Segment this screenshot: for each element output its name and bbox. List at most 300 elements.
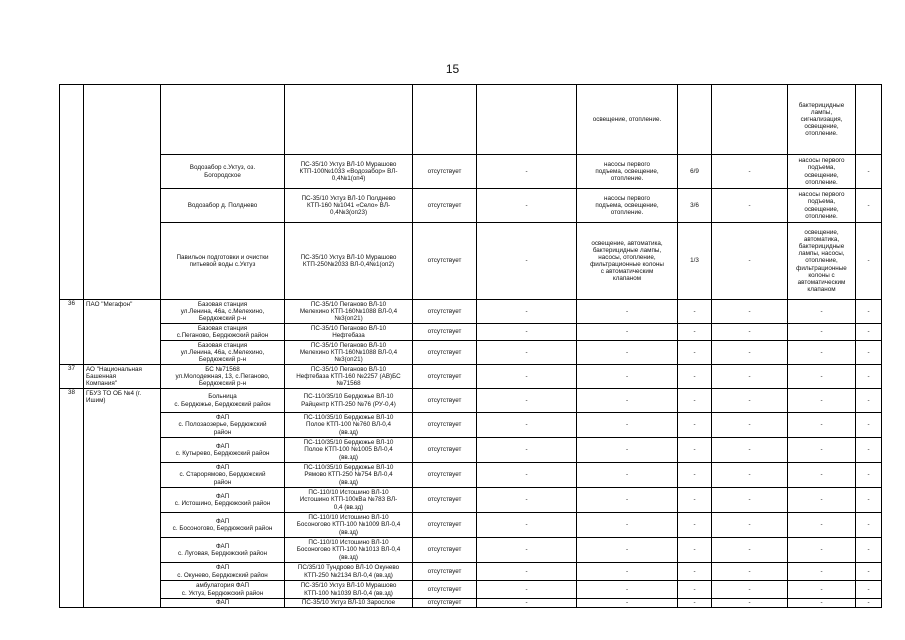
backup-equipment-cell: [788, 538, 856, 563]
cell-text: -: [820, 446, 823, 454]
equipment-cell: [577, 341, 678, 365]
category-cell: [678, 85, 712, 155]
organization-cell: [84, 300, 161, 365]
cell-text: 38: [67, 389, 75, 396]
table-row: [60, 223, 882, 300]
cell-text: -: [525, 257, 528, 265]
cell-text: -: [867, 471, 870, 479]
col9-cell: [712, 300, 788, 324]
object-cell: [161, 513, 285, 538]
cell-text: Павильон подготовки и очистки питьевой воды с.Уктуз: [176, 253, 269, 268]
category-cell: [678, 189, 712, 223]
col11-cell: [856, 488, 882, 513]
category-cell: [678, 324, 712, 341]
backup-equipment-cell: [788, 581, 856, 599]
cell-text: отсутствует: [427, 328, 462, 336]
power-source-cell: [285, 438, 413, 463]
equipment-cell: [577, 85, 678, 155]
power-source-cell: [285, 513, 413, 538]
cell-text: Базовая станция ул.Ленина, 46а, с.Мелехино, Бердюжский р-н: [180, 341, 265, 364]
cell-text: отсутствует: [427, 521, 462, 529]
category-cell: [678, 300, 712, 324]
cell-text: -: [867, 421, 870, 429]
equipment-cell: [577, 189, 678, 223]
category-cell: [678, 389, 712, 413]
table-row: [60, 413, 882, 438]
col9-cell: [712, 488, 788, 513]
col9-cell: [712, 463, 788, 488]
col9-cell: [712, 365, 788, 389]
cell-text: отсутствует: [427, 307, 462, 315]
cell-text: ПС-110/10 Истошино ВЛ-10 Босоногово КТП-100 №1009 ВЛ-0,4 (вв.зд): [296, 514, 401, 536]
equipment-cell: [577, 463, 678, 488]
backup-source-cell: [413, 513, 477, 538]
cell-text: -: [693, 546, 696, 554]
cell-text: -: [748, 348, 751, 356]
table-row: [60, 85, 882, 155]
cell-text: ПС-110/35/10 Бердюжье ВЛ-10 Полое КТП-100 №760 ВЛ-0,4 (вв.зд): [303, 414, 394, 436]
cell-text: -: [748, 521, 751, 529]
object-cell: [161, 223, 285, 300]
row-number-cell: [60, 389, 84, 608]
cell-text: ФАП с. Истошино, Бердюжский район: [174, 492, 271, 507]
cell-text: -: [748, 421, 751, 429]
cell-text: -: [525, 546, 528, 554]
cell-text: отсутствует: [427, 396, 462, 404]
cell-text: -: [867, 167, 870, 175]
col9-cell: [712, 538, 788, 563]
equipment-cell: [577, 155, 678, 189]
cell-text: -: [525, 307, 528, 315]
cell-text: -: [867, 585, 870, 593]
backup-source-cell: [413, 488, 477, 513]
object-cell: [161, 413, 285, 438]
object-cell: [161, 155, 285, 189]
cell-text: -: [748, 167, 751, 175]
col9-cell: [712, 223, 788, 300]
cell-text: -: [820, 307, 823, 315]
backup-source-cell: [413, 223, 477, 300]
backup-equipment-cell: [788, 341, 856, 365]
col9-cell: [712, 581, 788, 599]
cell-text: ПС-35/10 Уктуз ВЛ-10 Зарослое: [301, 599, 396, 607]
col9-cell: [712, 389, 788, 413]
cell-text: -: [625, 496, 629, 504]
col9-cell: [712, 189, 788, 223]
cell-text: -: [748, 201, 751, 209]
cell-text: -: [867, 396, 870, 404]
row-number-cell: [60, 365, 84, 389]
power-source-cell: [285, 341, 413, 365]
col6-cell: [477, 581, 577, 599]
cell-text: АО "Национальная Башенная Компания": [86, 366, 142, 388]
cell-text: -: [820, 567, 823, 575]
col9-cell: [712, 85, 788, 155]
category-cell: [678, 341, 712, 365]
backup-equipment-cell: [788, 413, 856, 438]
object-cell: [161, 438, 285, 463]
cell-text: -: [525, 372, 528, 380]
equipment-cell: [577, 563, 678, 581]
cell-text: -: [867, 521, 870, 529]
equipment-cell: [577, 513, 678, 538]
power-source-cell: [285, 581, 413, 599]
object-cell: [161, 300, 285, 324]
organization-cell: [84, 389, 161, 608]
object-cell: [161, 599, 285, 608]
backup-equipment-cell: [788, 389, 856, 413]
cell-text: ПС-110/35/10 Бердюжье ВЛ-10 Полое КТП-100 №1005 ВЛ-0,4 (вв.зд): [303, 439, 394, 461]
cell-text: -: [625, 471, 629, 479]
table-row: [60, 581, 882, 599]
power-source-cell: [285, 365, 413, 389]
cell-text: отсутствует: [427, 372, 462, 380]
cell-text: -: [525, 421, 528, 429]
cell-text: -: [820, 496, 823, 504]
col6-cell: [477, 223, 577, 300]
cell-text: отсутствует: [427, 599, 462, 607]
cell-text: ФАП с. Старорямово, Бердюжский район: [179, 464, 266, 486]
cell-text: ФАП с. Полозаозерье, Бердюжский район: [178, 414, 267, 436]
cell-text: ПС-110/35/10 Бердюжье ВЛ-10 Рямово КТП-250 №754 ВЛ-0,4 (вв.зд): [303, 464, 394, 486]
cell-text: насосы первого подъема, освещение, отопление.: [798, 191, 845, 220]
backup-equipment-cell: [788, 463, 856, 488]
cell-text: насосы первого подъема, освещение, отопление.: [595, 194, 659, 217]
col11-cell: [856, 389, 882, 413]
power-source-cell: [285, 563, 413, 581]
cell-text: -: [748, 257, 751, 265]
object-cell: [161, 488, 285, 513]
cell-text: -: [525, 348, 528, 356]
table-row: [60, 438, 882, 463]
backup-source-cell: [413, 341, 477, 365]
table-row: [60, 389, 882, 413]
cell-text: ГБУЗ ТО ОБ №4 (г. Ишим): [86, 390, 142, 405]
cell-text: ПС-35/10 Пеганово ВЛ-10 Мелехино КТП-160№1088 ВЛ-0,4 №3(оп21): [299, 300, 398, 323]
backup-source-cell: [413, 300, 477, 324]
col11-cell: [856, 189, 882, 223]
col9-cell: [712, 155, 788, 189]
equipment-cell: [577, 324, 678, 341]
category-cell: [678, 463, 712, 488]
cell-text: отсутствует: [427, 567, 462, 575]
object-cell: [161, 581, 285, 599]
row-number-cell: [60, 85, 84, 300]
object-cell: [161, 341, 285, 365]
backup-source-cell: [413, 85, 477, 155]
category-cell: [678, 513, 712, 538]
cell-text: ФАП с. Босоногово, Бердюжский район: [172, 517, 273, 532]
cell-text: -: [820, 372, 823, 380]
col11-cell: [856, 513, 882, 538]
cell-text: ПС-35/10 Пеганово ВЛ-10 Мелехино КТП-160№1088 ВЛ-0,4 №3(оп21): [299, 341, 398, 364]
col6-cell: [477, 488, 577, 513]
cell-text: -: [625, 546, 629, 554]
cell-text: отсутствует: [427, 167, 462, 175]
cell-text: -: [625, 446, 629, 454]
cell-text: ПС-35/10 Пеганово ВЛ-10 Нефтебаза КТП-160 №2257 (АВ)БС №71568: [296, 365, 401, 388]
equipment-cell: [577, 488, 678, 513]
cell-text: 1/3: [690, 257, 699, 265]
table-row: [60, 488, 882, 513]
cell-text: -: [693, 567, 696, 575]
cell-text: 36: [67, 300, 75, 307]
cell-text: -: [525, 446, 528, 454]
cell-text: ПС-110/10 Истошино ВЛ-10 Босоногово КТП-100 №1013 ВЛ-0,4 (вв.зд): [296, 539, 401, 561]
col11-cell: [856, 413, 882, 438]
organization-cell: [84, 85, 161, 300]
col6-cell: [477, 155, 577, 189]
col6-cell: [477, 513, 577, 538]
cell-text: -: [748, 496, 751, 504]
power-source-cell: [285, 189, 413, 223]
cell-text: ФАП с. Окунево, Бердюжский район: [177, 564, 268, 579]
cell-text: -: [867, 348, 870, 356]
backup-source-cell: [413, 189, 477, 223]
col9-cell: [712, 438, 788, 463]
cell-text: -: [748, 446, 751, 454]
equipment-cell: [577, 389, 678, 413]
cell-text: -: [820, 328, 823, 336]
cell-text: -: [625, 328, 629, 336]
cell-text: -: [625, 567, 629, 575]
power-source-cell: [285, 324, 413, 341]
category-cell: [678, 438, 712, 463]
col11-cell: [856, 581, 882, 599]
power-source-cell: [285, 413, 413, 438]
cell-text: -: [820, 599, 823, 607]
cell-text: Базовая станция с.Пеганово, Бердюжский район: [176, 324, 269, 339]
col6-cell: [477, 413, 577, 438]
cell-text: отсутствует: [427, 496, 462, 504]
cell-text: -: [748, 546, 751, 554]
cell-text: -: [820, 471, 823, 479]
cell-text: отсутствует: [427, 546, 462, 554]
cell-text: ФАП с. Луговая, Бердюжский район: [177, 542, 268, 557]
cell-text: отсутствует: [427, 201, 462, 209]
col11-cell: [856, 324, 882, 341]
cell-text: -: [525, 599, 528, 607]
cell-text: -: [867, 546, 870, 554]
cell-text: -: [867, 496, 870, 504]
table-row: [60, 513, 882, 538]
cell-text: -: [693, 446, 696, 454]
col11-cell: [856, 438, 882, 463]
col6-cell: [477, 563, 577, 581]
equipment-cell: [577, 438, 678, 463]
cell-text: -: [625, 599, 629, 607]
row-number-cell: [60, 300, 84, 365]
table-row: [60, 189, 882, 223]
cell-text: -: [625, 585, 629, 593]
cell-text: -: [625, 372, 629, 380]
power-source-cell: [285, 389, 413, 413]
cell-text: 3/6: [690, 201, 699, 209]
col11-cell: [856, 223, 882, 300]
backup-equipment-cell: [788, 324, 856, 341]
cell-text: отсутствует: [427, 471, 462, 479]
backup-equipment-cell: [788, 488, 856, 513]
cell-text: -: [748, 396, 751, 404]
object-cell: [161, 324, 285, 341]
backup-source-cell: [413, 389, 477, 413]
backup-source-cell: [413, 324, 477, 341]
cell-text: 6/9: [690, 167, 699, 175]
equipment-cell: [577, 300, 678, 324]
equipment-cell: [577, 538, 678, 563]
power-source-cell: [285, 85, 413, 155]
table-row: [60, 341, 882, 365]
power-source-cell: [285, 300, 413, 324]
col6-cell: [477, 463, 577, 488]
cell-text: -: [820, 421, 823, 429]
category-cell: [678, 488, 712, 513]
col6-cell: [477, 389, 577, 413]
equipment-cell: [577, 413, 678, 438]
cell-text: -: [867, 599, 870, 607]
category-cell: [678, 599, 712, 608]
backup-source-cell: [413, 581, 477, 599]
cell-text: освещение, автоматика, бактерицидные лампы, насосы, отопление, фильтрационные колоны с автоматическим клапаном: [796, 229, 847, 293]
cell-text: -: [820, 396, 823, 404]
col11-cell: [856, 155, 882, 189]
cell-text: -: [693, 521, 696, 529]
cell-text: ПС-35/10 Уктуз ВЛ-10 Мурашово КТП-100№1033 «Водозабор» ВЛ- 0,4№1(оп4): [299, 160, 398, 183]
cell-text: -: [867, 307, 870, 315]
category-cell: [678, 581, 712, 599]
cell-text: насосы первого подъема, освещение, отопление.: [798, 157, 845, 186]
cell-text: -: [625, 396, 629, 404]
cell-text: освещение, отопление.: [592, 115, 662, 123]
col6-cell: [477, 189, 577, 223]
col9-cell: [712, 563, 788, 581]
cell-text: Базовая станция ул.Ленина, 46а, с.Мелехино, Бердюжский р-н: [180, 300, 265, 323]
category-cell: [678, 563, 712, 581]
backup-equipment-cell: [788, 513, 856, 538]
cell-text: Водозабор с.Уктуз, оз. Богородское: [189, 164, 256, 179]
backup-source-cell: [413, 463, 477, 488]
col11-cell: [856, 300, 882, 324]
cell-text: ПС-110/35/10 Бердюжье ВЛ-10 Райцентр КТП-250 №76 (РУ-0,4): [301, 393, 396, 408]
col11-cell: [856, 599, 882, 608]
cell-text: -: [525, 567, 528, 575]
backup-equipment-cell: [788, 438, 856, 463]
backup-equipment-cell: [788, 563, 856, 581]
equipment-cell: [577, 365, 678, 389]
cell-text: -: [625, 521, 629, 529]
cell-text: -: [693, 372, 696, 380]
cell-text: -: [693, 328, 696, 336]
cell-text: освещение, автоматика, бактерицидные лампы, насосы, отопление, фильтрационные колоны с автоматическим клапаном: [590, 239, 664, 283]
cell-text: -: [525, 521, 528, 529]
table-row: [60, 365, 882, 389]
cell-text: -: [693, 348, 696, 356]
cell-text: -: [693, 396, 696, 404]
cell-text: -: [867, 567, 870, 575]
col9-cell: [712, 599, 788, 608]
cell-text: -: [748, 307, 751, 315]
power-source-cell: [285, 538, 413, 563]
cell-text: -: [693, 599, 696, 607]
cell-text: -: [820, 348, 823, 356]
cell-text: -: [820, 521, 823, 529]
category-cell: [678, 223, 712, 300]
col9-cell: [712, 324, 788, 341]
col6-cell: [477, 300, 577, 324]
cell-text: отсутствует: [427, 585, 462, 593]
backup-source-cell: [413, 563, 477, 581]
backup-source-cell: [413, 413, 477, 438]
table-row: [60, 324, 882, 341]
backup-equipment-cell: [788, 223, 856, 300]
cell-text: отсутствует: [427, 446, 462, 454]
backup-equipment-cell: [788, 85, 856, 155]
table-row: [60, 300, 882, 324]
object-cell: [161, 85, 285, 155]
power-source-cell: [285, 463, 413, 488]
backup-source-cell: [413, 538, 477, 563]
cell-text: -: [748, 328, 751, 336]
cell-text: БС №71568 ул.Молодежная, 13, с.Пеганово, Бердюжский р-н: [175, 365, 270, 388]
cell-text: -: [748, 372, 751, 380]
cell-text: -: [748, 585, 751, 593]
backup-equipment-cell: [788, 300, 856, 324]
cell-text: бактерицидные лампы, сигнализация, освещение, отопление.: [798, 101, 845, 138]
cell-text: ПС-35/10 Уктуз ВЛ-10 Полднево КТП-160 №1041 «Село» ВЛ- 0,4№3(оп23): [301, 194, 396, 217]
category-cell: [678, 538, 712, 563]
col11-cell: [856, 538, 882, 563]
cell-text: -: [867, 446, 870, 454]
table-row: [60, 463, 882, 488]
cell-text: -: [693, 307, 696, 315]
col11-cell: [856, 341, 882, 365]
col9-cell: [712, 341, 788, 365]
cell-text: -: [748, 471, 751, 479]
backup-equipment-cell: [788, 189, 856, 223]
cell-text: ФАП с. Кутырево, Бердюжский район: [175, 442, 270, 457]
col6-cell: [477, 438, 577, 463]
cell-text: отсутствует: [427, 348, 462, 356]
organization-cell: [84, 365, 161, 389]
power-source-cell: [285, 488, 413, 513]
object-cell: [161, 189, 285, 223]
object-cell: [161, 389, 285, 413]
equipment-cell: [577, 581, 678, 599]
col11-cell: [856, 563, 882, 581]
table-row: [60, 155, 882, 189]
cell-text: -: [693, 471, 696, 479]
cell-text: ПС-35/10 Уктуз ВЛ-10 Мурашово КТП-100 №1039 ВЛ-0,4 (вв.зд): [300, 582, 397, 597]
cell-text: -: [820, 546, 823, 554]
backup-equipment-cell: [788, 599, 856, 608]
cell-text: -: [748, 599, 751, 607]
table-row: [60, 538, 882, 563]
cell-text: -: [693, 585, 696, 593]
col9-cell: [712, 413, 788, 438]
cell-text: -: [525, 201, 528, 209]
backup-equipment-cell: [788, 155, 856, 189]
col11-cell: [856, 463, 882, 488]
cell-text: насосы первого подъема, освещение, отопление.: [595, 160, 659, 183]
table-row: [60, 563, 882, 581]
object-cell: [161, 463, 285, 488]
backup-source-cell: [413, 599, 477, 608]
col6-cell: [477, 85, 577, 155]
equipment-cell: [577, 223, 678, 300]
cell-text: отсутствует: [427, 421, 462, 429]
col6-cell: [477, 324, 577, 341]
col11-cell: [856, 365, 882, 389]
